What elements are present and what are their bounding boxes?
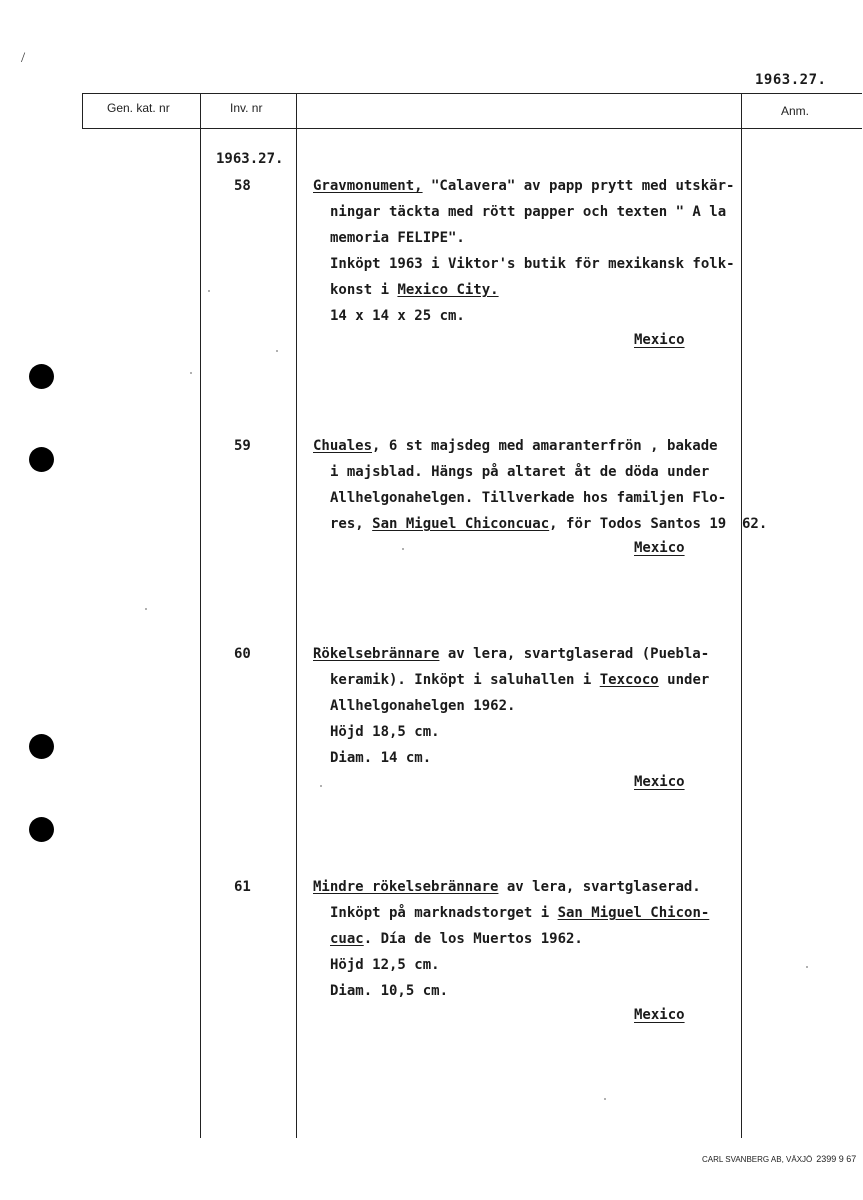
origin-country: Mexico (634, 1007, 685, 1023)
description-line (330, 489, 726, 507)
description-text: 14 x 14 x 25 cm. (330, 308, 465, 324)
header-bottom-rule (82, 128, 862, 129)
column-header-gen-kat-nr: Gen. kat. nr (107, 101, 170, 115)
overflow-text: 62. (742, 516, 768, 532)
column-divider-inv-desc (296, 93, 297, 1138)
description-line (313, 437, 718, 455)
description-line (330, 255, 735, 273)
description-text: Inköpt på marknadstorget i (330, 905, 558, 921)
description-text: Diam. 14 cm. (330, 750, 432, 766)
description-line (330, 281, 499, 299)
inventory-number: 58 (234, 178, 251, 194)
description-text: under (658, 672, 710, 688)
scan-speck (604, 1098, 606, 1100)
scan-speck (320, 785, 322, 787)
description-line (330, 904, 709, 922)
punch-hole (29, 447, 54, 472)
description-line (330, 671, 709, 689)
description-text: , för Todos Santos 19 (549, 516, 727, 532)
description-line (330, 307, 465, 325)
column-divider-desc-anm (741, 93, 742, 1138)
description-text: ningar täckta med rött papper och texten " A la (330, 204, 727, 220)
punch-hole (29, 817, 54, 842)
description-line (330, 982, 448, 1000)
description-text: konst i (330, 282, 398, 298)
underlined-term: San Miguel Chicon- (557, 905, 710, 921)
underlined-term: Gravmonument, (313, 178, 423, 194)
origin-country: Mexico (634, 332, 685, 348)
description-line (330, 930, 583, 948)
underlined-term: San Miguel Chiconcuac (372, 516, 550, 532)
description-text: "Calavera" av papp prytt med utskär- (422, 178, 735, 194)
inventory-number: 59 (234, 438, 251, 454)
underlined-term: Mexico City. (397, 282, 499, 298)
description-line (330, 749, 431, 767)
printer-name: CARL SVANBERG AB, VÄXJÖ (702, 1155, 813, 1164)
description-text: av lera, svartglaserad. (498, 879, 701, 895)
description-text: Allhelgonahelgen 1962. (330, 698, 516, 714)
description-line (330, 697, 515, 715)
description-text: keramik). Inköpt i saluhallen i (330, 672, 600, 688)
accession-number: 1963.27. (755, 72, 827, 88)
underlined-term: cuac (330, 931, 364, 947)
origin-country: Mexico (634, 540, 685, 556)
description-line (330, 723, 440, 741)
description-line (313, 177, 734, 195)
form-number: 2399 9 67 (816, 1154, 857, 1164)
description-text: memoria FELIPE". (330, 230, 465, 246)
description-line (330, 515, 726, 533)
description-line (330, 463, 709, 481)
inventory-series: 1963.27. (216, 151, 284, 167)
description-text: . Día de los Muertos 1962. (363, 931, 583, 947)
description-line (330, 203, 726, 221)
underlined-term: Chuales (313, 438, 373, 454)
punch-hole (29, 734, 54, 759)
description-line (313, 645, 709, 663)
description-text: Höjd 18,5 cm. (330, 724, 440, 740)
scan-speck (190, 372, 192, 374)
description-text: Höjd 12,5 cm. (330, 957, 440, 973)
left-header-edge (82, 93, 83, 129)
top-pen-mark: / (21, 50, 26, 66)
description-line (313, 878, 701, 896)
description-text: Allhelgonahelgen. Tillverkade hos familjen Flo- (330, 490, 727, 506)
column-header-inv-nr: Inv. nr (230, 101, 263, 115)
column-header-anm: Anm. (781, 104, 810, 118)
column-divider-gen-inv (200, 93, 201, 1138)
scan-speck (276, 350, 278, 352)
header-top-rule (82, 93, 862, 94)
scan-speck (402, 548, 404, 550)
inventory-number: 61 (234, 879, 251, 895)
underlined-term: Rökelsebrännare (313, 646, 440, 662)
description-text: i majsblad. Hängs på altaret åt de döda under (330, 464, 710, 480)
description-text: res, (330, 516, 373, 532)
underlined-term: Texcoco (599, 672, 659, 688)
description-text: Inköpt 1963 i Viktor's butik för mexikansk folk- (330, 256, 735, 272)
underlined-term: Mindre rökelsebrännare (313, 879, 499, 895)
origin-country: Mexico (634, 774, 685, 790)
description-text: , 6 st majsdeg med amaranterfrön , bakade (372, 438, 718, 454)
scan-speck (208, 290, 210, 292)
description-text: Diam. 10,5 cm. (330, 983, 449, 999)
scan-speck (145, 608, 147, 610)
punch-hole (29, 364, 54, 389)
scan-speck (806, 966, 808, 968)
description-line (330, 229, 465, 247)
description-text: av lera, svartglaserad (Puebla- (439, 646, 710, 662)
printer-imprint (702, 1154, 856, 1164)
inventory-number: 60 (234, 646, 251, 662)
description-line (330, 956, 440, 974)
